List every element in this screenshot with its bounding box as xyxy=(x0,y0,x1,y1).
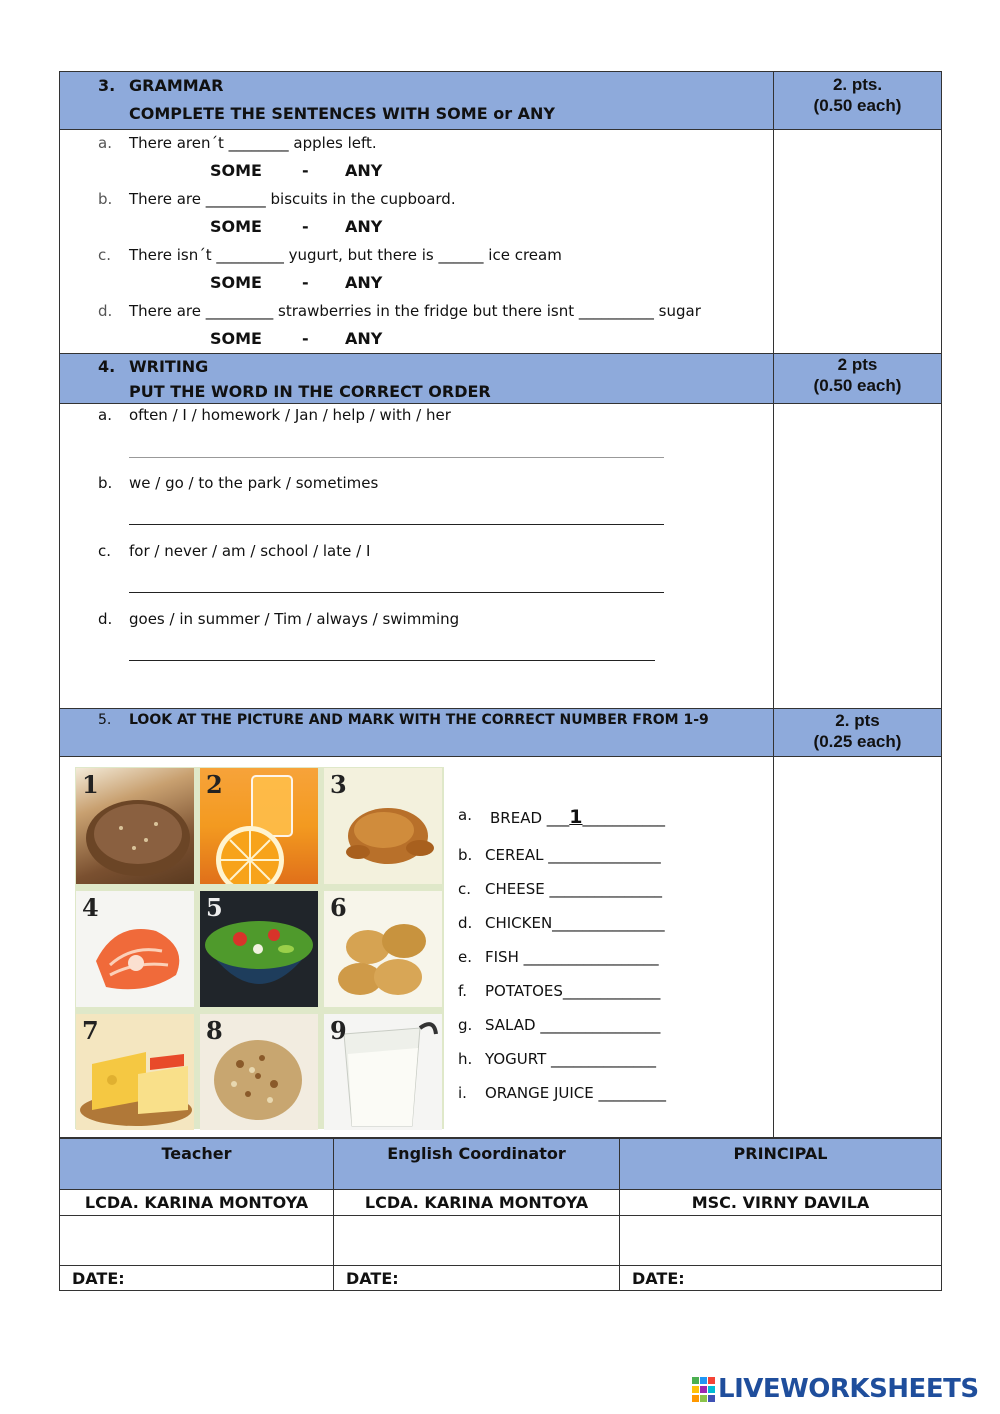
writing-points: 2 pts xyxy=(837,355,878,374)
food-item-e[interactable]: FISH __________________ xyxy=(485,948,659,966)
picture-body xyxy=(60,757,774,1138)
food-letter-a: a. xyxy=(458,806,472,824)
writing-points-cell xyxy=(774,354,942,404)
food-tile-bread xyxy=(76,768,194,884)
writing-words-a: often / I / homework / Jan / help / with / her xyxy=(129,406,451,424)
grammar-option-dash-d: - xyxy=(302,329,309,348)
grammar-option-some-c[interactable]: SOME xyxy=(210,273,262,292)
writing-title: WRITING xyxy=(129,357,209,376)
signature-header-coordinator: English Coordinator xyxy=(334,1139,620,1190)
food-tile-cereal xyxy=(200,1014,318,1130)
writing-subtitle: PUT THE WORD IN THE CORRECT ORDER xyxy=(129,382,491,401)
date-principal[interactable]: DATE: xyxy=(620,1266,942,1291)
grammar-points-each: (0.50 each) xyxy=(813,96,902,115)
grammar-score-cell xyxy=(774,130,942,354)
grammar-option-any-b[interactable]: ANY xyxy=(345,217,383,236)
food-tile-yogurt xyxy=(324,1014,442,1130)
grammar-subtitle: COMPLETE THE SENTENCES WITH SOME or ANY xyxy=(129,104,556,123)
date-teacher[interactable]: DATE: xyxy=(60,1266,334,1291)
picture-number: 5. xyxy=(98,712,112,728)
writing-letter-c: c. xyxy=(98,542,112,560)
grammar-sentence-c: There isn´t _________ yugurt, but there is ______ ice cream xyxy=(129,246,562,264)
food-tile-cheese xyxy=(76,1014,194,1130)
writing-words-d: goes / in summer / Tim / always / swimming xyxy=(129,610,460,628)
food-item-i[interactable]: ORANGE JUICE _________ xyxy=(485,1084,667,1102)
writing-letter-a: a. xyxy=(98,406,112,424)
signature-box-teacher[interactable] xyxy=(60,1216,334,1266)
picture-points: 2. pts xyxy=(835,711,880,730)
signature-name-teacher: LCDA. KARINA MONTOYA xyxy=(60,1190,334,1216)
writing-answer-line-c[interactable] xyxy=(129,592,664,593)
writing-body xyxy=(60,404,774,709)
grammar-letter-b: b. xyxy=(98,190,113,208)
liveworksheets-logo-icon xyxy=(692,1377,716,1403)
picture-title: LOOK AT THE PICTURE AND MARK WITH THE CORRECT NUMBER FROM 1-9 xyxy=(129,712,709,728)
writing-answer-line-d[interactable] xyxy=(129,660,655,661)
writing-letter-b: b. xyxy=(98,474,113,492)
grammar-sentence-a: There aren´t ________ apples left. xyxy=(129,134,377,152)
food-item-a-label: BREAD ___ xyxy=(490,809,570,827)
writing-answer-line-b[interactable] xyxy=(129,524,664,525)
food-tile-salad xyxy=(200,891,318,1007)
tile-number-7: 7 xyxy=(82,1016,99,1045)
food-item-a[interactable] xyxy=(490,806,665,828)
food-item-c[interactable]: CHEESE _______________ xyxy=(485,880,662,898)
food-item-f[interactable]: POTATOES_____________ xyxy=(485,982,661,1000)
writing-points-each: (0.50 each) xyxy=(813,376,902,395)
writing-score-cell xyxy=(774,404,942,709)
grammar-option-some-d[interactable]: SOME xyxy=(210,329,262,348)
food-letter-e: e. xyxy=(458,948,472,966)
grammar-number: 3. xyxy=(98,76,116,95)
writing-header xyxy=(60,354,774,404)
writing-words-c: for / never / am / school / late / I xyxy=(129,542,371,560)
food-item-a-answer: 1 xyxy=(569,806,583,828)
grammar-option-dash-b: - xyxy=(302,217,309,236)
writing-letter-d: d. xyxy=(98,610,113,628)
food-item-b[interactable]: CEREAL _______________ xyxy=(485,846,661,864)
tile-number-4: 4 xyxy=(82,893,99,922)
tile-number-3: 3 xyxy=(330,770,347,799)
food-tile-fish xyxy=(76,891,194,1007)
writing-answer-line-a[interactable] xyxy=(129,457,664,458)
tile-number-1: 1 xyxy=(82,770,99,799)
grammar-sentence-b: There are ________ biscuits in the cupboard. xyxy=(129,190,456,208)
signature-header-principal: PRINCIPAL xyxy=(620,1139,942,1190)
grammar-option-any-a[interactable]: ANY xyxy=(345,161,383,180)
grammar-header xyxy=(60,72,774,130)
food-tile-orange-juice xyxy=(200,768,318,884)
tile-number-2: 2 xyxy=(206,770,223,799)
grammar-option-some-a[interactable]: SOME xyxy=(210,161,262,180)
signature-box-principal[interactable] xyxy=(620,1216,942,1266)
signature-name-principal: MSC. VIRNY DAVILA xyxy=(620,1190,942,1216)
food-item-d[interactable]: CHICKEN_______________ xyxy=(485,914,665,932)
grammar-option-any-c[interactable]: ANY xyxy=(345,273,383,292)
grammar-letter-a: a. xyxy=(98,134,112,152)
tile-number-8: 8 xyxy=(206,1016,223,1045)
writing-number: 4. xyxy=(98,357,116,376)
grammar-option-dash-a: - xyxy=(302,161,309,180)
food-letter-g: g. xyxy=(458,1016,473,1034)
grammar-letter-d: d. xyxy=(98,302,113,320)
picture-score-cell xyxy=(774,757,942,1138)
food-letter-d: d. xyxy=(458,914,473,932)
food-letter-i: i. xyxy=(458,1084,467,1102)
grammar-option-dash-c: - xyxy=(302,273,309,292)
grammar-points-cell xyxy=(774,72,942,130)
brand-name: LIVEWORKSHEETS xyxy=(718,1374,979,1404)
tile-number-5: 5 xyxy=(206,893,223,922)
picture-header xyxy=(60,709,774,757)
food-tile-chicken xyxy=(324,768,442,884)
food-item-a-rest: ___________ xyxy=(582,809,666,827)
grammar-points: 2. pts. xyxy=(832,75,883,94)
grammar-title: GRAMMAR xyxy=(129,76,224,95)
picture-points-each: (0.25 each) xyxy=(813,732,902,751)
grammar-sentence-d: There are _________ strawberries in the fridge but there isnt __________ sugar xyxy=(129,302,701,320)
grammar-option-any-d[interactable]: ANY xyxy=(345,329,383,348)
signature-name-coordinator: LCDA. KARINA MONTOYA xyxy=(334,1190,620,1216)
signature-table xyxy=(59,1138,942,1291)
writing-words-b: we / go / to the park / sometimes xyxy=(129,474,379,492)
grammar-option-some-b[interactable]: SOME xyxy=(210,217,262,236)
food-letter-c: c. xyxy=(458,880,472,898)
tile-number-9: 9 xyxy=(330,1016,347,1045)
food-letter-b: b. xyxy=(458,846,473,864)
signature-box-coordinator[interactable] xyxy=(334,1216,620,1266)
grammar-body xyxy=(60,130,774,354)
food-grid xyxy=(75,767,444,1129)
tile-number-6: 6 xyxy=(330,893,347,922)
signature-header-teacher: Teacher xyxy=(60,1139,334,1190)
worksheet-table xyxy=(59,71,942,1138)
picture-points-cell xyxy=(774,709,942,757)
food-item-h[interactable]: YOGURT ______________ xyxy=(485,1050,657,1068)
food-letter-h: h. xyxy=(458,1050,473,1068)
food-tile-potatoes xyxy=(324,891,442,1007)
date-coordinator[interactable]: DATE: xyxy=(334,1266,620,1291)
food-item-g[interactable]: SALAD ________________ xyxy=(485,1016,661,1034)
grammar-letter-c: c. xyxy=(98,246,112,264)
food-letter-f: f. xyxy=(458,982,467,1000)
